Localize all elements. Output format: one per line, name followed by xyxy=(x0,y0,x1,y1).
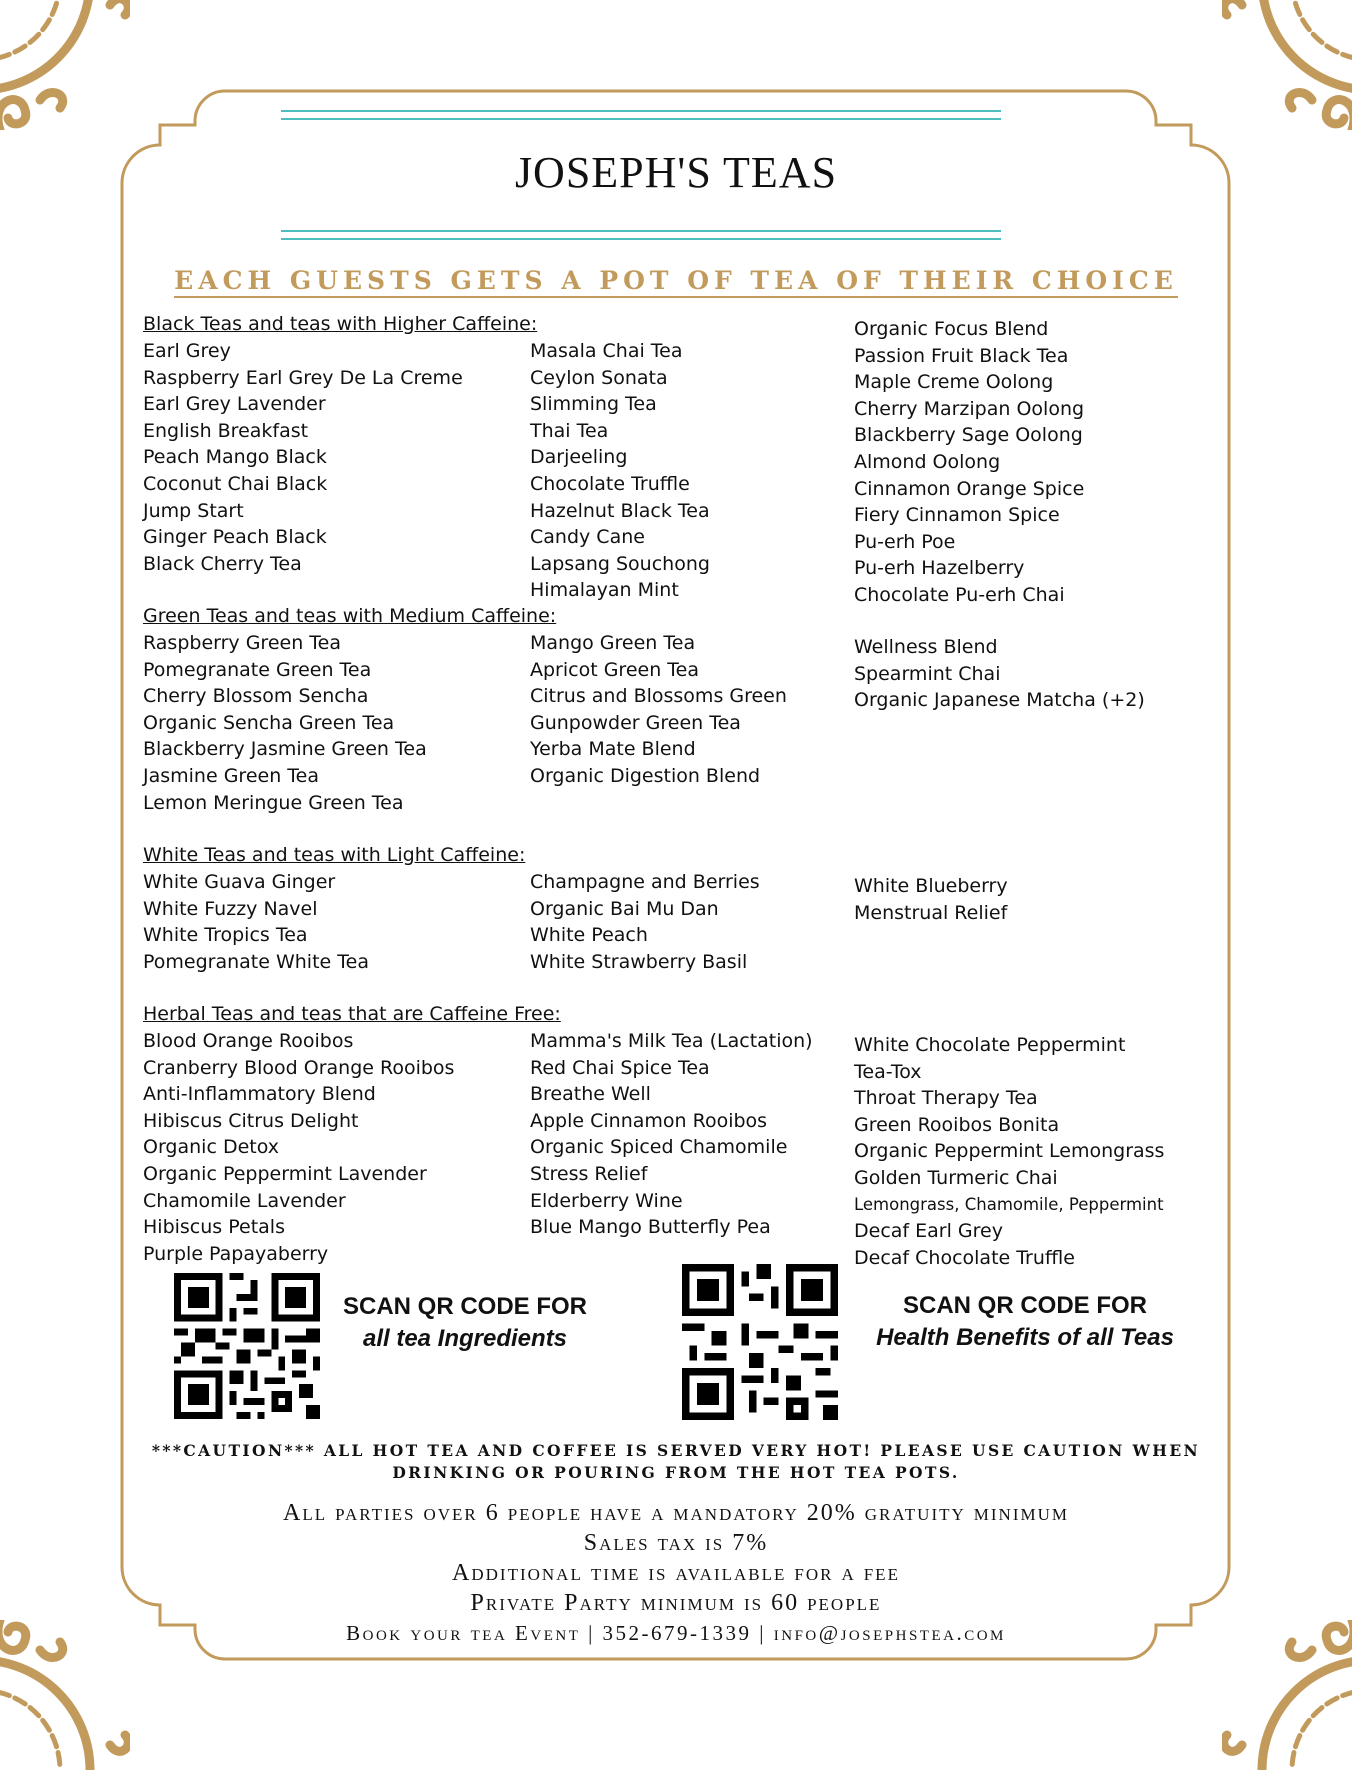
qr-caption-line2: Health Benefits of all Teas xyxy=(876,1324,1174,1351)
tea-item: Organic Peppermint Lemongrass xyxy=(854,1140,1165,1163)
tea-item: Pomegranate Green Tea xyxy=(143,658,372,681)
policies xyxy=(0,1498,1352,1648)
policy-additional-time: Additional time is available for a fee xyxy=(452,1560,900,1586)
tea-item: Wellness Blend xyxy=(854,636,998,658)
white-teas-col1 xyxy=(143,869,369,975)
tea-item: Throat Therapy Tea xyxy=(854,1087,1038,1110)
tea-item: Pu-erh Hazelberry xyxy=(854,557,1025,580)
tea-item: English Breakfast xyxy=(143,419,309,442)
tea-item: Champagne and Berries xyxy=(530,871,760,893)
tea-item: Jasmine Green Tea xyxy=(143,764,319,787)
section-heading-black: Black Teas and teas with Higher Caffeine: xyxy=(143,313,538,335)
tea-item: White Chocolate Peppermint xyxy=(854,1034,1126,1056)
tea-item: Fiery Cinnamon Spice xyxy=(854,504,1060,527)
tea-item: Chocolate Truffle xyxy=(530,472,690,495)
qr-caption-line1: SCAN QR CODE FOR xyxy=(342,1293,587,1320)
policy-sales-tax: Sales tax is 7% xyxy=(583,1530,769,1556)
tea-item: Lemongrass, Chamomile, Peppermint xyxy=(854,1194,1164,1214)
tea-item: Blood Orange Rooibos xyxy=(143,1030,354,1052)
tea-item: Hibiscus Citrus Delight xyxy=(143,1109,359,1132)
tea-item: Ginger Peach Black xyxy=(143,526,327,549)
tea-item: Coconut Chai Black xyxy=(143,472,328,495)
tea-item: White Tropics Tea xyxy=(143,924,308,947)
title-rule-top xyxy=(281,110,1001,120)
tea-item: Cinnamon Orange Spice xyxy=(854,477,1085,500)
tea-item: Blackberry Sage Oolong xyxy=(854,424,1083,447)
tea-item: Apple Cinnamon Rooibos xyxy=(530,1109,768,1132)
tea-item: Himalayan Mint xyxy=(530,579,679,602)
tea-item: Pomegranate White Tea xyxy=(143,950,369,973)
tea-item: Black Cherry Tea xyxy=(143,552,302,575)
tea-item: Organic Spiced Chamomile xyxy=(530,1136,788,1159)
tea-item: Masala Chai Tea xyxy=(530,340,683,362)
section-heading-herbal: Herbal Teas and teas that are Caffeine Free: xyxy=(143,1003,561,1025)
corner-ornament-top-left-icon xyxy=(0,0,130,130)
tea-item: Apricot Green Tea xyxy=(530,658,699,681)
tea-item: Blue Mango Butterfly Pea xyxy=(530,1216,771,1239)
tea-item: Breathe Well xyxy=(530,1083,651,1106)
section-heading-green: Green Teas and teas with Medium Caffeine: xyxy=(143,605,557,627)
tea-item: Earl Grey Lavender xyxy=(143,393,326,416)
tea-item: Organic Peppermint Lavender xyxy=(143,1162,427,1185)
tea-item: Earl Grey xyxy=(143,340,231,362)
caution-line2: DRINKING OR POURING FROM THE HOT TEA POTS. xyxy=(392,1463,960,1482)
herbal-teas-col2 xyxy=(530,1028,813,1241)
black-teas-col3 xyxy=(854,316,1084,609)
subtitle-text: EACH GUESTS GETS A POT OF TEA OF THEIR CHOICE xyxy=(174,266,1178,298)
tea-item: Anti-Inflammatory Blend xyxy=(143,1083,376,1106)
page-title: JOSEPH'S TEAS xyxy=(514,148,838,197)
tea-item: Organic Japanese Matcha (+2) xyxy=(854,689,1145,712)
tea-item: Blackberry Jasmine Green Tea xyxy=(143,738,427,761)
section-heading-white: White Teas and teas with Light Caffeine: xyxy=(143,844,526,866)
tea-item: Chocolate Pu-erh Chai xyxy=(854,583,1065,606)
tea-item: Mamma's Milk Tea (Lactation) xyxy=(530,1030,813,1052)
black-teas-col1 xyxy=(143,338,463,577)
tea-item: Organic Detox xyxy=(143,1136,279,1159)
title-rule-bottom xyxy=(281,230,1001,240)
green-teas-col1 xyxy=(143,630,427,816)
tea-item: Golden Turmeric Chai xyxy=(854,1166,1058,1189)
tea-item: White Fuzzy Navel xyxy=(143,897,318,920)
tea-item: Maple Creme Oolong xyxy=(854,371,1054,394)
tea-item: Cherry Blossom Sencha xyxy=(143,685,369,708)
tea-item: Decaf Earl Grey xyxy=(854,1220,1003,1243)
tea-item: Organic Bai Mu Dan xyxy=(530,897,719,920)
tea-item: Yerba Mate Blend xyxy=(530,738,696,761)
white-teas-col3 xyxy=(854,873,1008,926)
qr-code-ingredients[interactable] xyxy=(174,1273,320,1419)
tea-item: Slimming Tea xyxy=(530,393,657,416)
tea-item: Almond Oolong xyxy=(854,450,1001,473)
tea-item: Green Rooibos Bonita xyxy=(854,1113,1060,1136)
qr-caption-line1: SCAN QR CODE FOR xyxy=(902,1292,1147,1319)
policy-private-party: Private Party minimum is 60 people xyxy=(470,1590,882,1616)
tea-item: Purple Papayaberry xyxy=(143,1242,329,1265)
qr-code-icon xyxy=(174,1273,320,1419)
tea-item: White Blueberry xyxy=(854,875,1008,897)
qr-code-health-benefits[interactable] xyxy=(682,1264,838,1420)
tea-item: Passion Fruit Black Tea xyxy=(854,344,1069,367)
tea-item: White Strawberry Basil xyxy=(530,950,748,973)
tea-item: Spearmint Chai xyxy=(854,662,1001,685)
tea-item: White Guava Ginger xyxy=(143,871,336,893)
tea-item: Organic Digestion Blend xyxy=(530,764,761,787)
tea-item: Red Chai Spice Tea xyxy=(530,1056,710,1079)
tea-item: Ceylon Sonata xyxy=(530,366,668,389)
tea-item: Organic Focus Blend xyxy=(854,318,1049,340)
tea-item: Stress Relief xyxy=(530,1162,648,1185)
white-teas-col2 xyxy=(530,869,760,975)
tea-item: White Peach xyxy=(530,924,648,947)
tea-item: Citrus and Blossoms Green xyxy=(530,685,787,708)
tea-item: Raspberry Green Tea xyxy=(143,632,341,654)
corner-ornament-top-right-icon xyxy=(1222,0,1352,130)
black-teas-col2 xyxy=(530,338,710,604)
caution-notice xyxy=(140,1440,1212,1484)
tea-item: Cranberry Blood Orange Rooibos xyxy=(143,1056,455,1079)
tea-item: Jump Start xyxy=(143,499,244,522)
subtitle xyxy=(0,266,1352,295)
tea-item: Decaf Chocolate Truffle xyxy=(854,1246,1075,1269)
qr-code-icon xyxy=(682,1264,838,1420)
herbal-teas-col3 xyxy=(854,1032,1164,1271)
herbal-teas-col1 xyxy=(143,1028,454,1267)
tea-item: Darjeeling xyxy=(530,446,628,469)
tea-item: Cherry Marzipan Oolong xyxy=(854,397,1085,420)
green-teas-col3 xyxy=(854,634,1145,714)
qr-caption-line2: all tea Ingredients xyxy=(362,1325,568,1352)
tea-item: Organic Sencha Green Tea xyxy=(143,711,395,734)
tea-item: Menstrual Relief xyxy=(854,901,1008,924)
tea-item: Raspberry Earl Grey De La Creme xyxy=(143,366,463,389)
green-teas-col2 xyxy=(530,630,787,790)
tea-item: Lemon Meringue Green Tea xyxy=(143,791,404,814)
tea-item: Gunpowder Green Tea xyxy=(530,711,741,734)
policy-gratuity: All parties over 6 people have a mandatory 20% gratuity minimum xyxy=(283,1500,1069,1526)
tea-item: Lapsang Souchong xyxy=(530,552,710,575)
tea-item: Chamomile Lavender xyxy=(143,1189,346,1212)
qr-caption-ingredients xyxy=(330,1293,600,1353)
tea-item: Hibiscus Petals xyxy=(143,1216,285,1239)
qr-caption-health-benefits xyxy=(850,1292,1200,1352)
tea-item: Mango Green Tea xyxy=(530,632,696,654)
tea-item: Peach Mango Black xyxy=(143,446,327,469)
tea-item: Hazelnut Black Tea xyxy=(530,499,710,522)
caution-line1: ***CAUTION*** ALL HOT TEA AND COFFEE IS SERVED VERY HOT! PLEASE USE CAUTION WHEN xyxy=(151,1441,1201,1460)
tea-item: Elderberry Wine xyxy=(530,1189,683,1212)
booking-contact: Book your tea Event | 352-679-1339 | info@josephstea.com xyxy=(346,1621,1006,1645)
tea-item: Candy Cane xyxy=(530,526,645,549)
tea-item: Tea-Tox xyxy=(854,1060,922,1083)
tea-item: Thai Tea xyxy=(530,419,609,442)
tea-item: Pu-erh Poe xyxy=(854,530,956,553)
